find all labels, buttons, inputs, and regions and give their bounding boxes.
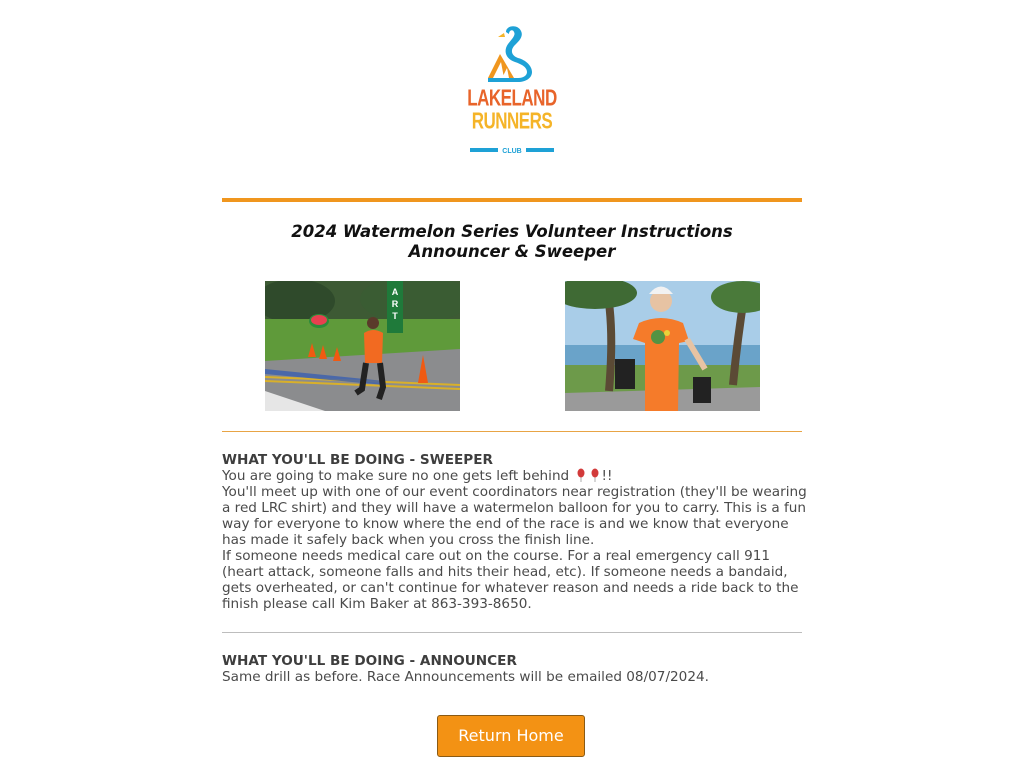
sweeper-intro-text: You are going to make sure no one gets left behind [222, 468, 574, 484]
svg-text:T: T [392, 311, 398, 321]
page-title [222, 222, 802, 261]
balloon-icon [574, 468, 588, 482]
title-line-1: 2024 Watermelon Series Volunteer Instructions [291, 222, 733, 241]
header-divider [222, 198, 802, 202]
section-divider [222, 632, 802, 633]
sweeper-paragraph-2: If someone needs medical care out on the course. For a real emergency call 911 (heart attack, someone falls and hits their head, etc). If someone needs a bandaid, gets overheated, or can't continue for whatever reason and needs a ride back to the finish please call Kim Baker at 863-393-8650. [222, 548, 799, 612]
logo-text-lakeland: LAKELAND [467, 86, 557, 112]
announcer-section [222, 653, 807, 685]
logo-text-club: CLUB [502, 148, 522, 155]
logo-text-runners: RUNNERS [471, 109, 553, 135]
sweeper-section [222, 452, 807, 612]
sweeper-heading: WHAT YOU'LL BE DOING - SWEEPER [222, 452, 494, 468]
title-line-2: Announcer & Sweeper [408, 241, 616, 261]
announcer-heading: WHAT YOU'LL BE DOING - ANNOUNCER [222, 653, 517, 669]
sweeper-intro-suffix: !! [601, 468, 613, 484]
balloon-icon [588, 468, 602, 482]
svg-text:A: A [391, 287, 399, 297]
sweeper-intro [222, 468, 807, 484]
runner-photo [265, 281, 460, 411]
sweeper-paragraph-1: You'll meet up with one of our event coordinators near registration (they'll be wearing a red LRC shirt) and they will have a watermelon balloon for you to carry. This is a fun way for everyone to know where the end of the race is and we know that everyone has made it safely back when you cross the finish line. [222, 484, 807, 548]
lakeland-runners-club-logo [466, 22, 558, 160]
volunteer-photo [565, 281, 760, 411]
announcer-text: Same drill as before. Race Announcements will be emailed 08/07/2024. [222, 669, 709, 685]
return-home-button[interactable]: Return Home [437, 715, 585, 757]
svg-text:R: R [391, 299, 399, 309]
photos-divider [222, 431, 802, 432]
